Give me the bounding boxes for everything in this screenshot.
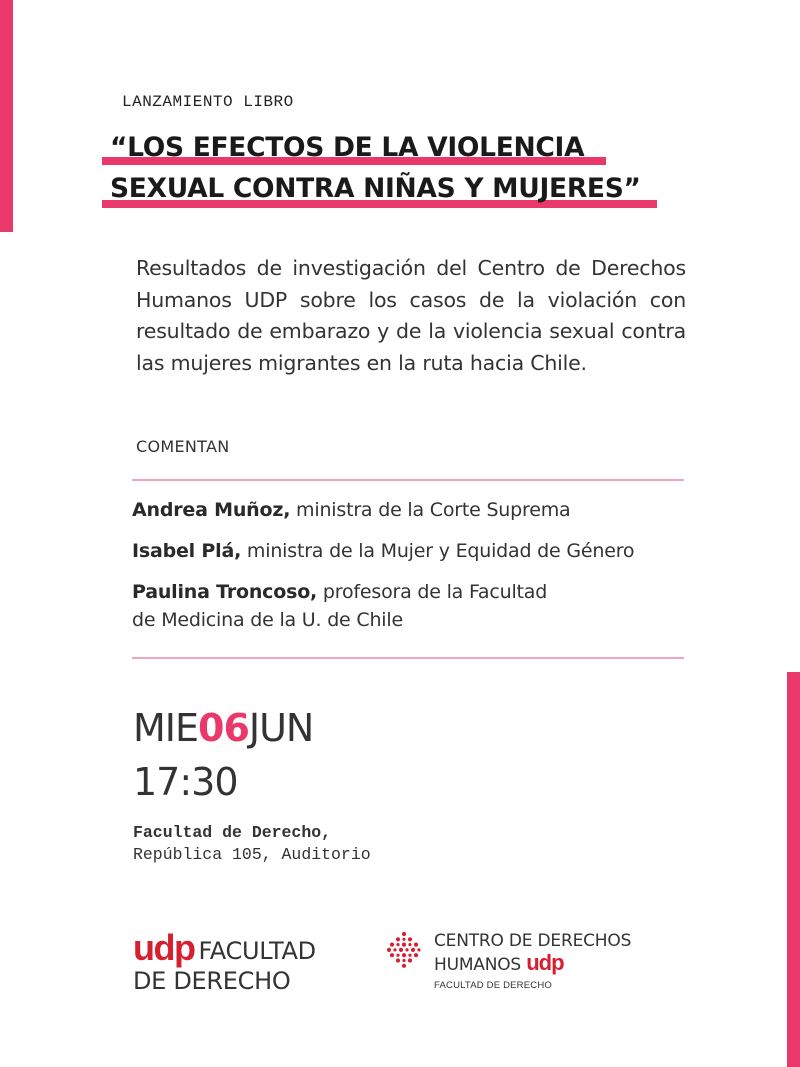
event-venue: [133, 822, 371, 866]
speaker-item: [132, 578, 692, 634]
logo-dot: [390, 943, 394, 947]
udp-faculty-logo: [133, 927, 316, 996]
cdh-udp-wordmark: udp: [526, 950, 564, 975]
title-line-1: “LOS EFECTOS DE LA VIOLENCIA: [102, 130, 592, 166]
speaker-role-continued: de Medicina de la U. de Chile: [132, 609, 403, 631]
logo-dot: [402, 938, 405, 941]
book-title: [102, 130, 662, 212]
logo-dot: [408, 958, 412, 962]
speaker-item: [132, 496, 692, 524]
left-accent-bar: [0, 0, 13, 232]
udp-logo-line1: FACULTAD: [198, 937, 316, 965]
speaker-name: Paulina Troncoso,: [132, 581, 318, 603]
dot-circle-icon: [384, 930, 424, 970]
logo-dot: [402, 964, 406, 968]
logo-dot: [408, 937, 412, 941]
logo-dot: [402, 943, 406, 947]
cdh-logo-line1: CENTRO DE DERECHOS: [434, 931, 632, 951]
speaker-name: Isabel Plá,: [132, 540, 242, 562]
logo-dot: [417, 948, 420, 951]
cdh-logo-line2: HUMANOS udp: [434, 950, 564, 975]
logo-dot: [396, 954, 399, 957]
logo-dot: [408, 954, 411, 957]
logo-dot: [402, 953, 406, 957]
cdh-logo: [384, 930, 631, 991]
event-type-label: LANZAMIENTO LIBRO: [122, 93, 294, 111]
logo-dot: [396, 937, 400, 941]
cdh-logo-line3: FACULTAD DE DERECHO: [434, 980, 552, 991]
venue-name: Facultad de Derecho,: [133, 823, 332, 842]
speaker-role: ministra de la Corte Suprema: [290, 499, 571, 521]
right-accent-bar: [787, 672, 800, 1067]
logo-dot: [414, 943, 418, 947]
comentan-label: COMENTAN: [136, 437, 230, 456]
speaker-name: Andrea Muñoz,: [132, 499, 291, 521]
date-weekday: MIE: [133, 706, 199, 750]
logo-dot: [402, 932, 406, 936]
speaker-role: ministra de la Mujer y Equidad de Género: [241, 540, 635, 562]
divider-top: [132, 479, 684, 481]
logo-dot: [387, 948, 391, 952]
udp-logo-line2: DE DERECHO: [133, 967, 291, 995]
date-day: 06: [198, 706, 249, 750]
speaker-item: [132, 537, 692, 565]
event-description: Resultados de investigación del Centro de Derechos Humanos UDP sobre los casos de la violación con resultado de embarazo y de la violencia sexual contra las mujeres migrantes en la ruta hacia Chile.: [136, 256, 686, 375]
speaker-role: profesora de la Facultad: [317, 581, 548, 603]
divider-bottom: [132, 657, 684, 659]
logo-dot: [396, 943, 399, 946]
title-line-2: SEXUAL CONTRA NIÑAS Y MUJERES”: [102, 171, 649, 207]
logo-dot: [399, 948, 403, 952]
logo-dot: [414, 953, 418, 957]
logo-dot: [402, 959, 405, 962]
date-month: JUN: [248, 706, 314, 750]
logo-dot: [396, 958, 400, 962]
logo-dot: [411, 948, 415, 952]
event-date: [133, 702, 313, 754]
speaker-list: [132, 496, 692, 647]
udp-wordmark: udp: [133, 927, 195, 968]
logo-dot: [405, 948, 408, 951]
venue-address: República 105, Auditorio: [133, 845, 371, 864]
logo-dot: [393, 948, 396, 951]
logo-dot: [390, 953, 394, 957]
event-time: 17:30: [133, 760, 238, 804]
logo-dot: [408, 943, 411, 946]
